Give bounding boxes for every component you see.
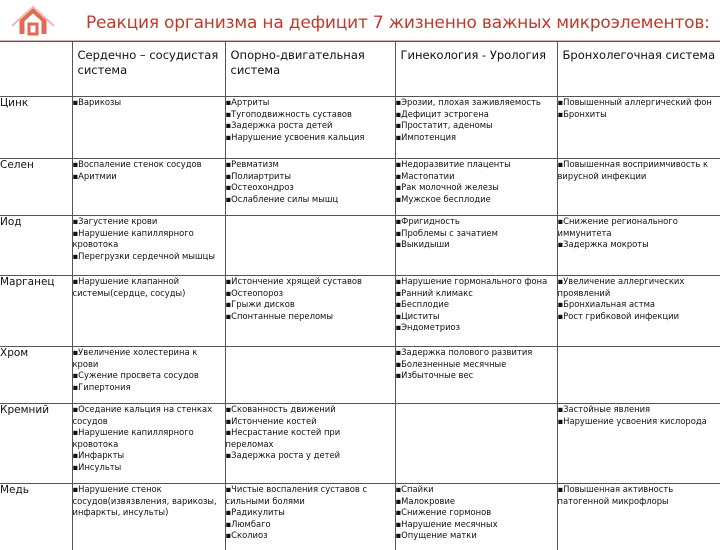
element-name: Кремний [0, 404, 72, 484]
table-row [0, 159, 720, 216]
symptom-line: ▪Застойные явления [558, 404, 720, 416]
symptom-line: ▪Сужение просвета сосудов [73, 370, 225, 382]
symptom-line: ▪Простатит, аденомы [396, 120, 557, 132]
symptom-line: ▪Чистые воспаления суставов с [226, 484, 395, 496]
symptom-line: ▪Воспаление стенок сосудов [73, 159, 225, 171]
symptom-line: ▪Бесплодие [396, 299, 557, 311]
gynecology-urology-cell [395, 276, 557, 347]
symptom-line: ▪Импотенция [396, 132, 557, 144]
symptom-line: ▪Увеличение холестерина к [73, 347, 225, 359]
symptom-line: ▪Скованность движений [226, 404, 395, 416]
symptom-line: ▪Эндометриоз [396, 322, 557, 334]
symptom-line: ▪Полиартриты [226, 171, 395, 183]
header-musculoskeletal: Опорно-двигательная система [225, 42, 395, 97]
symptom-line: ▪Бронхиальная астма [558, 299, 720, 311]
gynecology-urology-cell [395, 97, 557, 159]
symptom-line: ▪Дефицит эстрогена [396, 109, 557, 121]
symptom-line: сильными болями [226, 496, 395, 508]
symptom-line: ▪Инсульты [73, 462, 225, 474]
symptom-line: ▪Артриты [226, 97, 395, 109]
symptom-line: ▪Бронхиты [558, 109, 720, 121]
bronchopulmonary-cell [557, 159, 720, 216]
symptom-line: сосудов [73, 416, 225, 428]
symptom-line: ▪Радикулиты [226, 507, 395, 519]
symptom-line: ▪Спонтанные переломы [226, 311, 395, 323]
gynecology-urology-cell [395, 404, 557, 484]
gynecology-urology-cell [395, 347, 557, 404]
element-name: Йод [0, 216, 72, 276]
symptom-line: инфаркты, инсульты) [73, 507, 225, 519]
symptom-line: ▪Истончение хрящей суставов [226, 276, 395, 288]
element-name: Марганец [0, 276, 72, 347]
symptom-line: вирусной инфекции [558, 171, 720, 183]
symptom-line: ▪Задержка роста детей [226, 120, 395, 132]
symptom-line: ▪Нарушение усвоения кислорода [558, 416, 720, 428]
symptom-line: переломах [226, 439, 395, 451]
symptom-line: ▪Повышенная восприимчивость к [558, 159, 720, 171]
symptom-line: ▪Болезненные месячные [396, 359, 557, 371]
symptom-line: ▪Нарушение капиллярного [73, 228, 225, 240]
symptom-line: сосудов(извязвления, варикозы, [73, 496, 225, 508]
symptom-line: ▪Задержка полового развития [396, 347, 557, 359]
symptom-line: ▪Люмбаго [226, 519, 395, 531]
symptom-line: ▪Перегрузки сердечной мышцы [73, 251, 225, 263]
symptom-line: ▪Нарушение гормонального фона [396, 276, 557, 288]
table-header-row [0, 42, 720, 97]
symptom-line: ▪Спайки [396, 484, 557, 496]
musculoskeletal-cell [225, 347, 395, 404]
symptom-line: ▪Недоразвитие плаценты [396, 159, 557, 171]
header-gynecology-urology: Гинекология - Урология [395, 42, 557, 97]
symptom-line: ▪Нарушение стенок [73, 484, 225, 496]
header-cell-empty [0, 42, 72, 97]
symptom-line: кровотока [73, 239, 225, 251]
bronchopulmonary-cell [557, 216, 720, 276]
deficiency-table [0, 41, 720, 550]
symptom-line: патогенной микрофлоры [558, 496, 720, 508]
symptom-line: ▪Рак молочной железы [396, 182, 557, 194]
gynecology-urology-cell [395, 159, 557, 216]
symptom-line: ▪Снижение регионального [558, 216, 720, 228]
cardiovascular-cell [72, 97, 225, 159]
bronchopulmonary-cell [557, 276, 720, 347]
symptom-line: ▪Несрастание костей при [226, 427, 395, 439]
symptom-line: ▪Малокровие [396, 496, 557, 508]
musculoskeletal-cell [225, 159, 395, 216]
element-name: Цинк [0, 97, 72, 159]
cardiovascular-cell [72, 159, 225, 216]
table-row [0, 347, 720, 404]
symptom-line: ▪Нарушение усвоения кальция [226, 132, 395, 144]
symptom-line: ▪Ревматизм [226, 159, 395, 171]
symptom-line: ▪Остеохондроз [226, 182, 395, 194]
symptom-line: ▪Избыточные вес [396, 370, 557, 382]
symptom-line: ▪Эрозии, плохая заживляемость [396, 97, 557, 109]
header-cardiovascular: Сердечно – сосудистая система [72, 42, 225, 97]
symptom-line: ▪Фригидность [396, 216, 557, 228]
symptom-line: ▪Оседание кальция на стенках [73, 404, 225, 416]
symptom-line: проявлений [558, 288, 720, 300]
symptom-line: ▪Увеличение аллергических [558, 276, 720, 288]
musculoskeletal-cell [225, 404, 395, 484]
symptom-line: ▪Снижение гормонов [396, 507, 557, 519]
symptom-line: ▪Тугоподвижность суставов [226, 109, 395, 121]
symptom-line: ▪Опущение матки [396, 530, 557, 542]
symptom-line: ▪Выкидыши [396, 239, 557, 251]
bronchopulmonary-cell [557, 404, 720, 484]
symptom-line: ▪Повышенный аллергический фон [558, 97, 720, 109]
cardiovascular-cell [72, 276, 225, 347]
symptom-line: ▪Рост грибковой инфекции [558, 311, 720, 323]
symptom-line: ▪Варикозы [73, 97, 225, 109]
symptom-line: ▪Гипертония [73, 382, 225, 394]
musculoskeletal-cell [225, 216, 395, 276]
symptom-line: ▪Остеопороз [226, 288, 395, 300]
symptom-line: иммунитета [558, 228, 720, 240]
symptom-line: ▪Нарушение клапанной [73, 276, 225, 288]
element-name: Селен [0, 159, 72, 216]
bronchopulmonary-cell [557, 97, 720, 159]
element-name: Хром [0, 347, 72, 404]
symptom-line: ▪Ранний климакс [396, 288, 557, 300]
table-row [0, 216, 720, 276]
musculoskeletal-cell [225, 276, 395, 347]
symptom-line: ▪Загустение крови [73, 216, 225, 228]
symptom-line: кровотока [73, 439, 225, 451]
symptom-line: ▪Нарушение капиллярного [73, 427, 225, 439]
symptom-line: ▪Задержка роста у детей [226, 450, 395, 462]
cardiovascular-cell [72, 404, 225, 484]
symptom-line: ▪Истончение костей [226, 416, 395, 428]
symptom-line: ▪Задержка мокроты [558, 239, 720, 251]
musculoskeletal-cell [225, 97, 395, 159]
symptom-line: ▪Мастопатии [396, 171, 557, 183]
table-row [0, 97, 720, 159]
symptom-line: системы(сердце, сосуды) [73, 288, 225, 300]
symptom-line: ▪Аритмии [73, 171, 225, 183]
table-row [0, 404, 720, 484]
element-name: Медь [0, 484, 72, 550]
symptom-line: ▪Циститы [396, 311, 557, 323]
table-row [0, 276, 720, 347]
bronchopulmonary-cell [557, 347, 720, 404]
symptom-line: ▪Повышенная активность [558, 484, 720, 496]
cardiovascular-cell [72, 216, 225, 276]
page-title: Реакция организма на дефицит 7 жизненно важных микроэлементов: [86, 13, 710, 33]
symptom-line: ▪Мужское бесплодие [396, 194, 557, 206]
header-bronchopulmonary: Бронхолегочная система [557, 42, 720, 97]
gynecology-urology-cell [395, 216, 557, 276]
symptom-line: ▪Грыжи дисков [226, 299, 395, 311]
symptom-line: ▪Проблемы с зачатием [396, 228, 557, 240]
symptom-line: ▪Ослабление силы мышц [226, 194, 395, 206]
logo-icon [2, 2, 64, 42]
symptom-line: ▪Сколиоз [226, 530, 395, 542]
cardiovascular-cell [72, 347, 225, 404]
symptom-line: ▪Нарушение месячных [396, 519, 557, 531]
symptom-line: крови [73, 359, 225, 371]
symptom-line: ▪Инфаркты [73, 450, 225, 462]
